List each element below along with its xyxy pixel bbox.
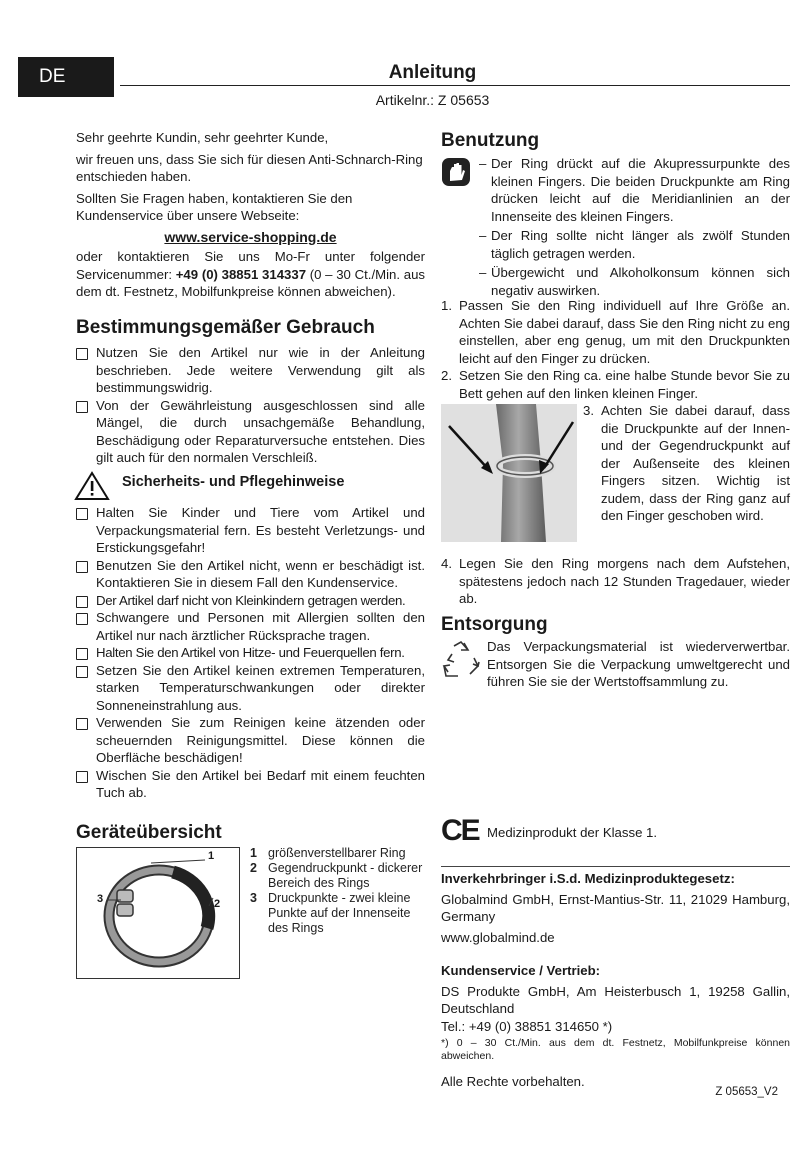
hand-icon bbox=[441, 157, 471, 187]
website-link[interactable]: www.service-shopping.de bbox=[164, 228, 337, 245]
list-item: Schwangere und Personen mit Allergien sollten den Artikel nur nach ärztlicher Rücksprache tragen. bbox=[76, 609, 425, 644]
finger-photo bbox=[441, 404, 577, 542]
ring-diagram bbox=[76, 847, 240, 979]
greeting: Sehr geehrte Kundin, sehr geehrter Kunde, bbox=[76, 130, 329, 145]
steps-1-2 bbox=[441, 297, 790, 402]
intro-paragraph-1: wir freuen uns, dass Sie sich für diesen Anti-Schnarch-Ring entschieden haben. bbox=[76, 151, 423, 184]
service-phone-line: Tel.: +49 (0) 38851 314650 *) bbox=[441, 1018, 613, 1034]
intro-section bbox=[76, 129, 425, 301]
checkbox-bullet-icon bbox=[76, 348, 88, 360]
header-rule bbox=[120, 85, 790, 86]
service-price: (0 – 30 Ct./Min. aus dem dt. Festnetz, Mobilfunkpreise können abweichen). bbox=[76, 266, 426, 299]
distributor-address: Globalmind GmbH, Ernst-Mantius-Str. 11, 21029 Hamburg, Germany bbox=[441, 891, 790, 924]
list-item: Benutzen Sie den Artikel nicht, wenn er beschädigt ist. Kontaktieren Sie in diesem Fall den Kundenservice. bbox=[76, 557, 425, 592]
note-item: – Übergewicht und Alkoholkonsum können sich negativ auswirken. bbox=[479, 264, 790, 299]
list-item: Von der Gewährleistung ausgeschlossen sind alle Mängel, die durch unsachgemäße Behandlung, Beschädigung oder Reparaturversuche entstehen. Dies gilt auch für den normalen Verschleiß. bbox=[76, 397, 425, 467]
checkbox-bullet-icon bbox=[76, 508, 88, 520]
note-item: – Der Ring drückt auf die Akupressurpunkte des kleinen Fingers. Die beiden Druckpunkte am Ring drücken leicht auf die Meridianlinien an der Innenseite des kleinen Fingers. bbox=[479, 155, 790, 225]
service-address: DS Produkte GmbH, Am Heisterbusch 1, 19258 Gallin, Deutschland bbox=[441, 983, 790, 1016]
service-section bbox=[441, 962, 790, 1091]
intro-paragraph-3 bbox=[76, 248, 425, 301]
checkbox-bullet-icon bbox=[76, 561, 88, 573]
overview-heading: Geräteübersicht bbox=[76, 822, 222, 843]
legend-item: 1 größenverstellbarer Ring bbox=[250, 846, 406, 860]
service-number-label: oder kontaktieren Sie uns Mo-Fr unter folgender Servicenummer: bbox=[76, 249, 425, 282]
benutzung-notes bbox=[479, 155, 790, 299]
step-item: 4. Legen Sie den Ring morgens nach dem Aufstehen, spätestens jedoch nach 12 Stunden Tragedauer, wieder ab. bbox=[441, 556, 790, 606]
step-item: 3. Achten Sie dabei darauf, dass die Druckpunkte auf der Innen- und der Gegendruckpunkt auf der Außenseite des kleinen Fingers sitzen. Wichtig ist zudem, dass der Ring ganz auf den Finger geschoben wird. bbox=[583, 403, 790, 523]
checkbox-bullet-icon bbox=[76, 648, 88, 660]
callout-3: 3 bbox=[97, 893, 104, 905]
overview-legend bbox=[250, 846, 430, 936]
distributor-web[interactable]: www.globalmind.de bbox=[441, 929, 555, 945]
safety-list bbox=[76, 504, 425, 802]
service-heading: Kundenservice / Vertrieb: bbox=[441, 963, 601, 978]
list-item: Halten Sie Kinder und Tiere vom Artikel und Verpackungsmaterial fern. Es besteht Verletzungs- und Erstickungsgefahr! bbox=[76, 504, 425, 557]
usage-heading: Bestimmungsgemäßer Gebrauch bbox=[76, 317, 375, 338]
page-title: Anleitung bbox=[330, 62, 535, 84]
checkbox-bullet-icon bbox=[76, 771, 88, 783]
ce-mark-icon: CE bbox=[441, 814, 479, 847]
article-number: Artikelnr.: Z 05653 bbox=[375, 92, 490, 108]
list-item: Wischen Sie den Artikel bei Bedarf mit einem feuchten Tuch ab. bbox=[76, 767, 425, 802]
ce-text: Medizinprodukt der Klasse 1. bbox=[487, 825, 658, 840]
checkbox-bullet-icon bbox=[76, 596, 88, 608]
legend-item: 3 Druckpunkte - zwei kleine Punkte auf der Innenseite des Rings bbox=[250, 891, 411, 935]
list-item: Der Artikel darf nicht von Kleinkindern getragen werden. bbox=[76, 592, 425, 610]
step-3 bbox=[583, 402, 790, 525]
list-item: Halten Sie den Artikel von Hitze- und Feuerquellen fern. bbox=[76, 644, 425, 662]
checkbox-bullet-icon bbox=[76, 401, 88, 413]
recycle-icon bbox=[440, 640, 482, 680]
step-item: 1. Passen Sie den Ring individuell auf Ihre Größe an. Achten Sie dabei darauf, dass Sie den Ring nicht zu eng einstellen, aber eng genug, um mit den Druckpunkten leicht auf den Finger zu drücken. bbox=[441, 298, 790, 366]
intro-paragraph-2: Sollten Sie Fragen haben, kontaktieren Sie den Kundenservice über unsere Webseite: bbox=[76, 190, 353, 223]
footer-code: Z 05653_V2 bbox=[715, 1086, 778, 1098]
callout-1: 1 bbox=[208, 850, 215, 862]
checkbox-bullet-icon bbox=[76, 666, 88, 678]
divider bbox=[441, 866, 790, 867]
step-item: 2. Setzen Sie den Ring ca. eine halbe Stunde bevor Sie zu Bett gehen auf den linken kleinen Finger. bbox=[441, 368, 790, 401]
service-phone: +49 (0) 38851 314337 bbox=[175, 266, 307, 282]
checkbox-bullet-icon bbox=[76, 718, 88, 730]
benutzung-heading: Benutzung bbox=[441, 130, 540, 151]
disposal-heading: Entsorgung bbox=[441, 614, 548, 635]
list-item: Nutzen Sie den Artikel nur wie in der Anleitung beschrieben. Jede weitere Verwendung gilt als bestimmungswidrig. bbox=[76, 344, 425, 397]
language-tag: DE bbox=[18, 57, 114, 97]
note-item: – Der Ring sollte nicht länger als zwölf Stunden täglich getragen werden. bbox=[479, 227, 790, 262]
usage-list bbox=[76, 344, 425, 467]
distributor-heading: Inverkehrbringer i.S.d. Medizinproduktegesetz: bbox=[441, 871, 735, 886]
callout-2: 2 bbox=[214, 898, 221, 910]
legend-item: 2 Gegendruckpunkt - dickerer Bereich des Rings bbox=[250, 861, 423, 890]
warning-icon bbox=[74, 471, 110, 501]
rights-reserved: Alle Rechte vorbehalten. bbox=[441, 1074, 585, 1089]
step-4 bbox=[441, 555, 790, 608]
service-footnote: *) 0 – 30 Ct./Min. aus dem dt. Festnetz, Mobilfunkpreise können abweichen. bbox=[441, 1037, 790, 1062]
safety-heading: Sicherheits- und Pflegehinweise bbox=[122, 474, 345, 490]
list-item: Setzen Sie den Artikel keinen extremen Temperaturen, starken Temperaturschwankungen oder direkter Sonneneinstrahlung aus. bbox=[76, 662, 425, 715]
disposal-text: Das Verpackungsmaterial ist wiederverwertbar. Entsorgen Sie die Verpackung umweltgerecht und führen Sie sie der Wertstoffsammlung zu. bbox=[487, 639, 790, 689]
list-item: Verwenden Sie zum Reinigen keine ätzenden oder scheuernden Reinigungsmittel. Diese können die Oberfläche beschädigen! bbox=[76, 714, 425, 767]
distributor-section bbox=[441, 870, 790, 946]
checkbox-bullet-icon bbox=[76, 613, 88, 625]
